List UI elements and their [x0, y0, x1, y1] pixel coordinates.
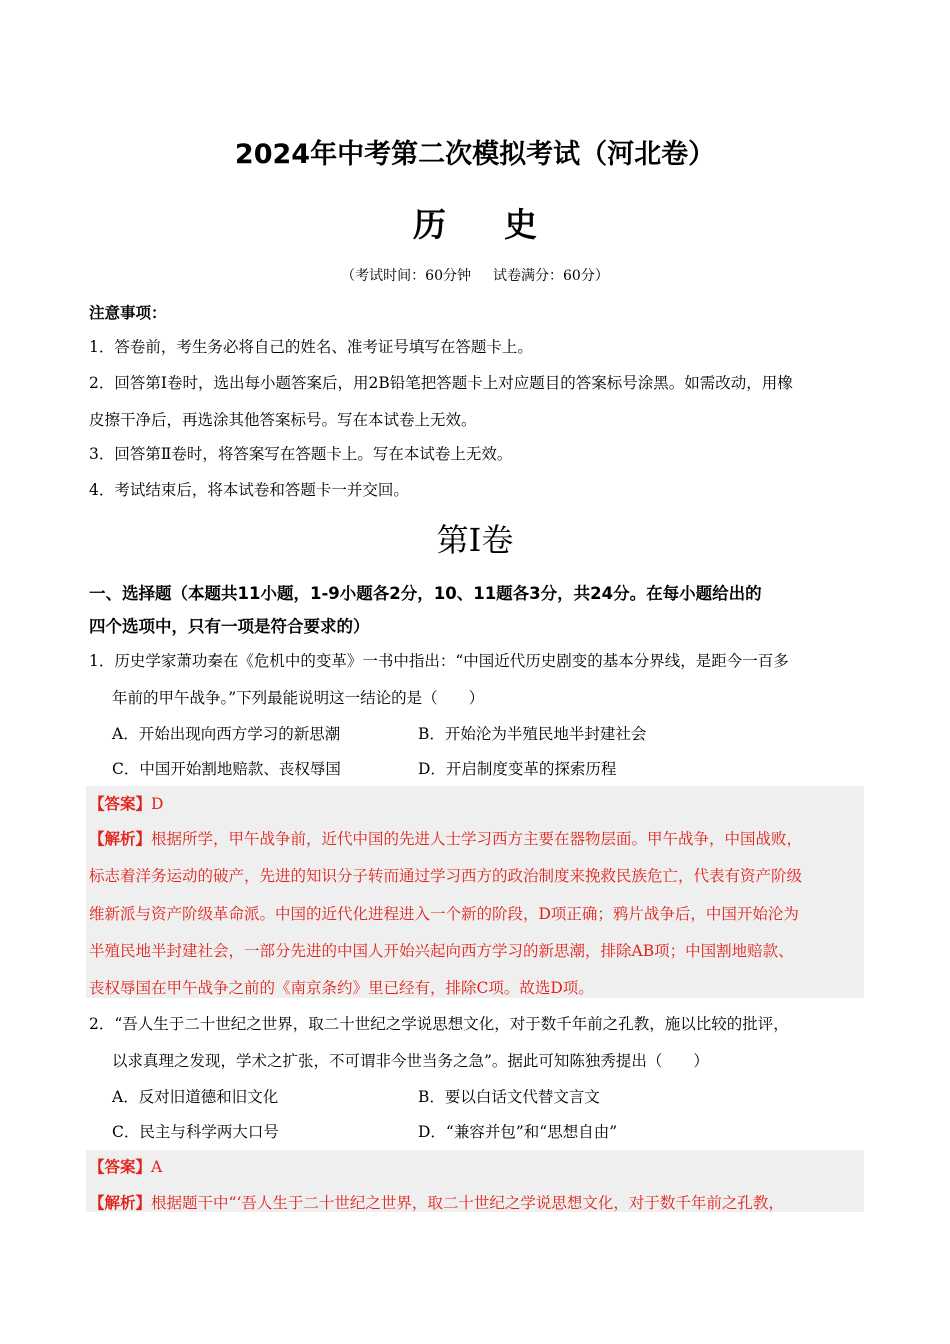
answer-value: A: [151, 1158, 163, 1176]
answer-tag: 【答案】: [89, 1157, 152, 1176]
question-1-analysis: [89, 827, 802, 849]
question-2-option-d: D．“兼容并包”和“思想自由”: [418, 1123, 618, 1141]
analysis-text: 根据题干中“‘吾人生于二十世纪之世界，取二十世纪之学说思想文化，对于数千年前之孔教，: [151, 1194, 784, 1212]
analysis-tag: 【解析】: [89, 1193, 152, 1212]
exam-info: [0, 265, 950, 285]
question-1-stem-cont: 年前的甲午战争。”下列最能说明这一结论的是（ ）: [112, 689, 485, 707]
question-2-option-b: B．要以白话文代替文言文: [418, 1088, 600, 1106]
question-1-stem: 1．历史学家萧功秦在《危机中的变革》一书中指出：“中国近代历史剧变的基本分界线，是距今一百多: [89, 652, 789, 670]
exam-title: 2024年中考第二次模拟考试（河北卷）: [234, 139, 716, 170]
analysis-text: 维新派与资产阶级革命派。中国的近代化进程进入一个新的阶段，D项正确；鸦片战争后，中国开始沦为: [89, 905, 799, 923]
subject-char-2: 史: [504, 205, 537, 244]
notice-item: 皮擦干净后，再选涂其他答案标号。写在本试卷上无效。: [89, 411, 477, 429]
section-heading-line2: 四个选项中，只有一项是符合要求的）: [89, 617, 370, 636]
section-heading-line1: 一、选择题（本题共11小题，1-9小题各2分，10、11题各3分，共24分。在每小题给出的: [89, 584, 762, 603]
answer-tag: 【答案】: [89, 794, 152, 813]
question-2-stem-cont: 以求真理之发现，学术之扩张，不可谓非今世当务之急”。据此可知陈独秀提出（ ）: [112, 1052, 709, 1070]
analysis-text: 半殖民地半封建社会，一部分先进的中国人开始兴起向西方学习的新思潮，排除AB项；中国割地赔款、: [89, 942, 794, 960]
exam-time: （考试时间：60分钟: [341, 268, 471, 284]
part-heading: 第Ⅰ卷: [436, 521, 514, 559]
subject-title: [0, 199, 950, 246]
question-1-answer: [89, 792, 163, 814]
analysis-text: 丧权辱国在甲午战争之前的《南京条约》里已经有，排除C项。故选D项。: [89, 979, 594, 997]
question-1-answer-box: [86, 786, 864, 998]
full-score: 试卷满分：60分）: [493, 268, 609, 284]
notice-item: 3．回答第Ⅱ卷时，将答案写在答题卡上。写在本试卷上无效。: [89, 445, 513, 463]
analysis-text: 标志着洋务运动的破产，先进的知识分子转而通过学习西方的政治制度来挽救民族危亡，代表有资产阶级: [89, 867, 803, 885]
analysis-text: 根据所学，甲午战争前，近代中国的先进人士学习西方主要在器物层面。甲午战争，中国战败，: [151, 830, 803, 848]
question-2-analysis: [89, 1191, 784, 1213]
question-1-option-a: A．开始出现向西方学习的新思潮: [112, 725, 341, 743]
analysis-tag: 【解析】: [89, 829, 152, 848]
question-2-answer: [89, 1155, 162, 1177]
subject-char-1: 历: [413, 205, 446, 244]
question-1-option-b: B．开始沦为半殖民地半封建社会: [418, 725, 647, 743]
question-2-option-c: C．民主与科学两大口号: [112, 1123, 279, 1141]
notice-item: 2．回答第Ⅰ卷时，选出每小题答案后，用2B铅笔把答题卡上对应题目的答案标号涂黑。如需改动，用橡: [89, 374, 793, 392]
notice-item: 1．答卷前，考生务必将自己的姓名、准考证号填写在答题卡上。: [89, 338, 533, 356]
answer-value: D: [151, 795, 164, 813]
question-1-option-c: C．中国开始割地赔款、丧权辱国: [112, 760, 341, 778]
question-2-stem: 2．“吾人生于二十世纪之世界，取二十世纪之学说思想文化，对于数千年前之孔教，施以比较的批评，: [89, 1015, 789, 1033]
question-2-option-a: A．反对旧道德和旧文化: [112, 1088, 279, 1106]
notice-item: 4．考试结束后，将本试卷和答题卡一并交回。: [89, 481, 409, 499]
question-1-option-d: D．开启制度变革的探索历程: [418, 760, 617, 778]
notice-heading: 注意事项：: [89, 303, 167, 322]
